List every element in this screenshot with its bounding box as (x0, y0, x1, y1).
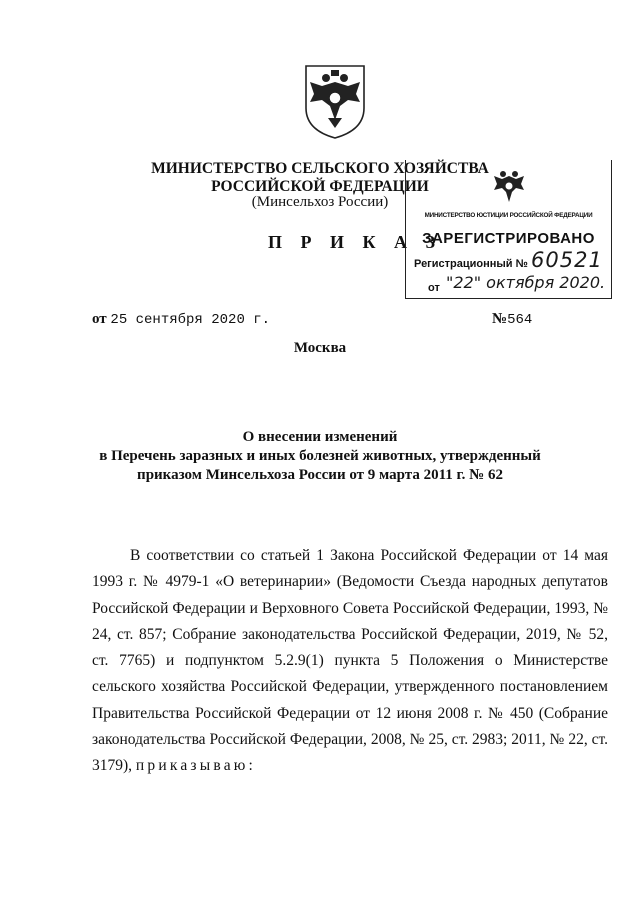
order-title (60, 428, 580, 485)
order-city: Москва (293, 340, 347, 356)
stamp-date-label: от (428, 282, 440, 294)
stamp-ministry: МИНИСТЕРСТВО ЮСТИЦИИ РОССИЙСКОЙ ФЕДЕРАЦИИ (424, 212, 593, 219)
stamp-date-value: "22" октября 2020. (446, 273, 606, 292)
ministry-short-name: (Минсельхоз России) (251, 194, 389, 210)
title-line-1: О внесении изменений (242, 429, 398, 445)
ministry-line-2: РОССИЙСКОЙ ФЕДЕРАЦИИ (211, 178, 429, 195)
order-date-prefix: от (92, 311, 107, 327)
order-number-sign: № (492, 311, 508, 327)
order-number (492, 311, 532, 328)
stamp-regnum-value: 60521 (531, 248, 603, 272)
body-closing: приказываю: (135, 757, 257, 775)
title-line-2: в Перечень заразных и иных болезней животных, утвержденный (99, 448, 541, 464)
stamp-emblem-icon (491, 166, 527, 206)
order-date (92, 311, 270, 328)
order-number-value: 564 (507, 312, 533, 328)
body-paragraph: В соответствии со статьей 1 Закона Российской Федерации от 14 мая 1993 г. № 4979-1 «О ветеринарии» (Ведомости Съезда народных депутатов Российской Федерации и Верховного Совета Российской Федерации, 1993, № 24, ст. 857; Собрание законодательства Российской Федерации, 2019, № 52, ст. 7765) и подпунктом 5.2.9(1) пункта 5 Положения о Министерстве сельского хозяйства Российской Федерации, утвержденного постановлением Правительства Российской Федерации от 12 июня 2008 г. № 450 (Собрание законодательства Российской Федерации, 2008, № 25, ст. 2983; 2011, № 22, ст. 3179), (92, 547, 608, 775)
document-type: П Р И К А З (268, 232, 443, 252)
coat-of-arms-icon (300, 62, 370, 140)
title-line-3: приказом Минсельхоза России от 9 марта 2011 г. № 62 (137, 467, 503, 483)
stamp-regnum-label: Регистрационный № (414, 258, 528, 270)
stamp-registered: ЗАРЕГИСТРИРОВАНО (422, 230, 595, 247)
order-date-value: 25 сентября 2020 г. (110, 312, 271, 328)
order-body (92, 543, 608, 780)
ministry-line-1: МИНИСТЕРСТВО СЕЛЬСКОГО ХОЗЯЙСТВА (151, 160, 489, 177)
registration-stamp (405, 160, 612, 299)
